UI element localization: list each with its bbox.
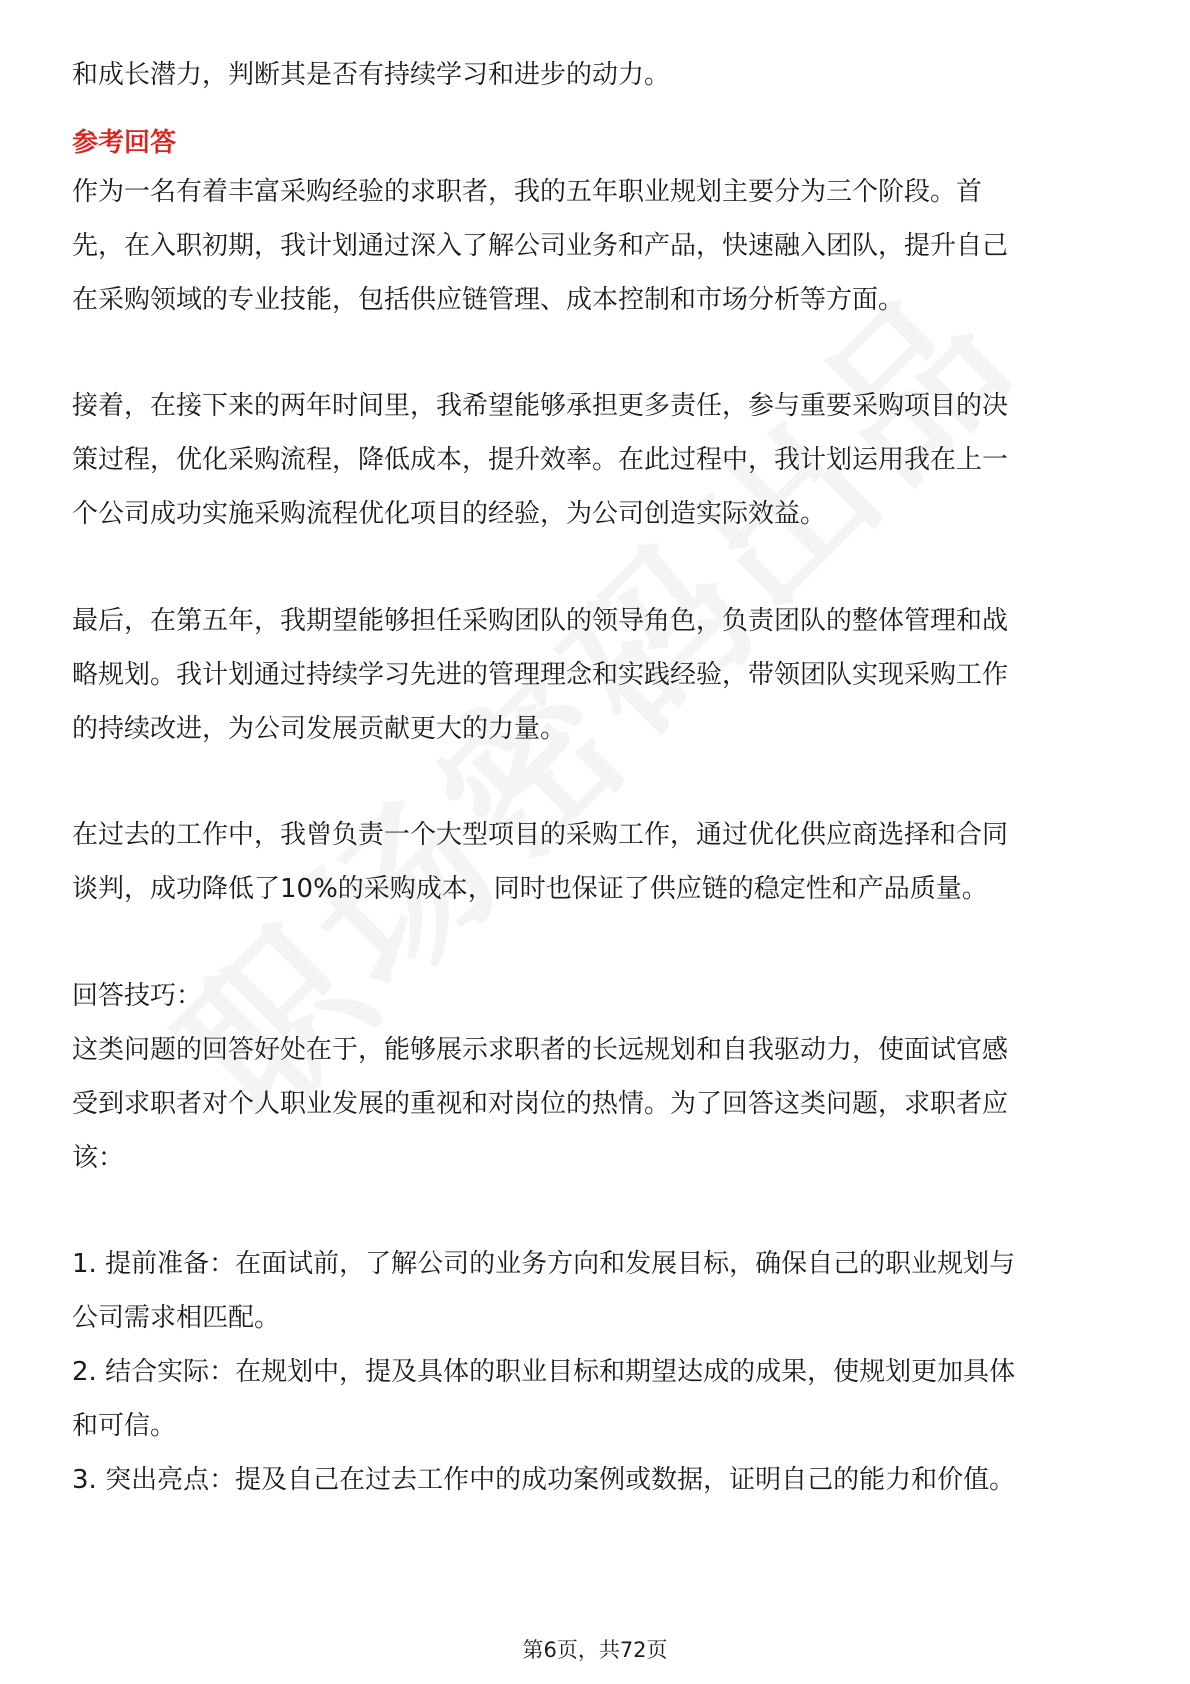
answer-p1-line-1: 作为一名有着丰富采购经验的求职者，我的五年职业规划主要分为三个阶段。首	[72, 177, 983, 207]
answer-p1-line-2: 先，在入职初期，我计划通过深入了解公司业务和产品，快速融入团队，提升自己	[72, 231, 1009, 261]
tips-item-2-line-1: 2. 结合实际：在规划中，提及具体的职业目标和期望达成的成果，使规划更加具体	[72, 1357, 1016, 1387]
tips-intro-line-3: 该：	[72, 1143, 125, 1173]
tips-intro-line-1: 这类问题的回答好处在于，能够展示求职者的长远规划和自我驱动力，使面试官感	[72, 1035, 1009, 1065]
answer-p3-line-1: 最后，在第五年，我期望能够担任采购团队的领导角色，负责团队的整体管理和战	[72, 606, 1009, 636]
tips-item-2-line-2: 和可信。	[72, 1411, 177, 1441]
answer-p2-line-1: 接着，在接下来的两年时间里，我希望能够承担更多责任，参与重要采购项目的决	[72, 391, 1009, 421]
answer-heading: 参考回答	[72, 128, 177, 158]
page-number: 第6页，共72页	[522, 1638, 668, 1662]
tips-item-1-line-2: 公司需求相匹配。	[72, 1303, 281, 1333]
answer-p3-line-3: 的持续改进，为公司发展贡献更大的力量。	[72, 714, 567, 744]
tips-intro-line-2: 受到求职者对个人职业发展的重视和对岗位的热情。为了回答这类问题，求职者应	[72, 1089, 1009, 1119]
tips-heading: 回答技巧：	[72, 981, 203, 1011]
answer-p3-line-2: 略规划。我计划通过持续学习先进的管理理念和实践经验，带领团队实现采购工作	[72, 660, 1009, 690]
answer-p4-line-2: 谈判，成功降低了10%的采购成本，同时也保证了供应链的稳定性和产品质量。	[72, 874, 988, 904]
answer-p2-line-2: 策过程，优化采购流程，降低成本，提升效率。在此过程中，我计划运用我在上一	[72, 445, 1009, 475]
answer-p2-line-3: 个公司成功实施采购流程优化项目的经验，为公司创造实际效益。	[72, 499, 827, 529]
tips-item-3-line-1: 3. 突出亮点：提及自己在过去工作中的成功案例或数据，证明自己的能力和价值。	[72, 1465, 1016, 1495]
watermark	[120, 280, 1181, 1341]
tips-item-1-line-1: 1. 提前准备：在面试前，了解公司的业务方向和发展目标，确保自己的职业规划与	[72, 1249, 1016, 1279]
answer-p4-line-1: 在过去的工作中，我曾负责一个大型项目的采购工作，通过优化供应商选择和合同	[72, 820, 1009, 850]
answer-p1-line-3: 在采购领域的专业技能，包括供应链管理、成本控制和市场分析等方面。	[72, 285, 905, 315]
intro-tail-line: 和成长潜力，判断其是否有持续学习和进步的动力。	[72, 60, 671, 90]
